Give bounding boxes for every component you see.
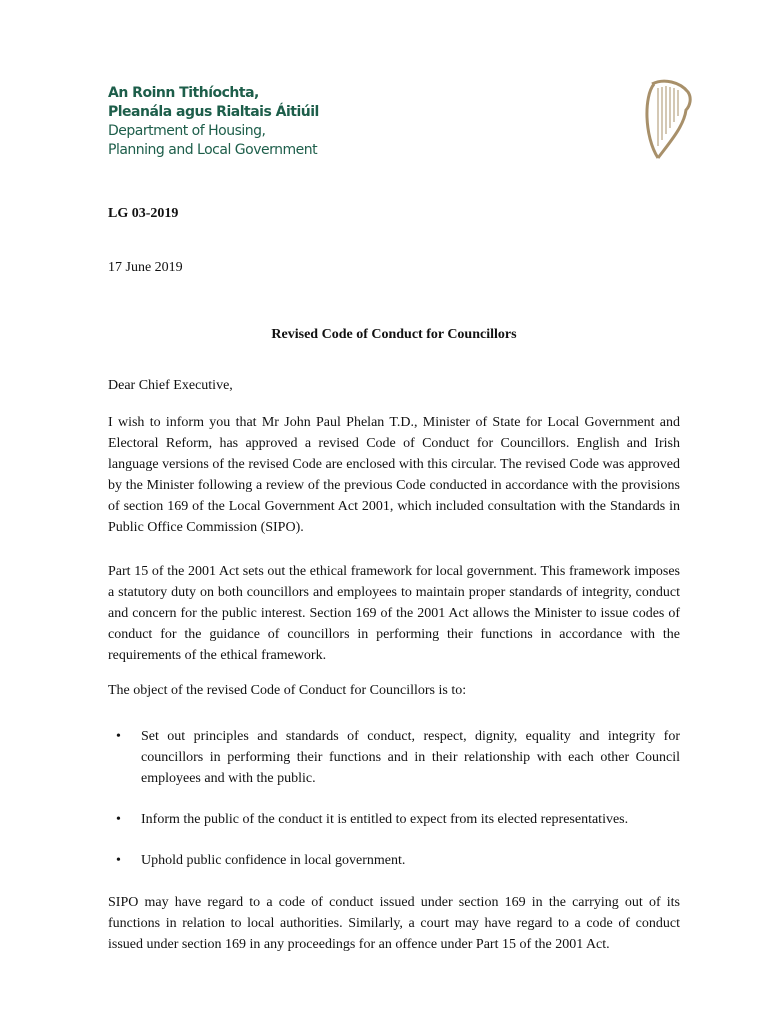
department-logo-text: [108, 84, 319, 160]
circular-reference: LG 03-2019: [108, 206, 179, 221]
paragraph: Part 15 of the 2001 Act sets out the ethical framework for local government. This framework imposes a statutory duty on both councillors and employees to maintain proper standards of integrity, conduct and concern for the public interest. Section 169 of the 2001 Act allows the Minister to issue codes of conduct for the guidance of councillors in performing their functions in accordance with the requirements of the ethical framework.: [108, 564, 680, 663]
list-item: • Set out principles and standards of conduct, respect, dignity, equality and integrity for councillors in performing their functions and in their relationship with each other Council employees and with the public.: [113, 726, 680, 789]
paragraph: SIPO may have regard to a code of conduct issued under section 169 in the carrying out of its functions in relation to local authorities. Similarly, a court may have regard to a code of conduct issued under section 169 in any proceedings for an offence under Part 15 of the 2001 Act.: [108, 895, 680, 952]
letter-title: Revised Code of Conduct for Councillors: [271, 327, 517, 342]
list-item: • Inform the public of the conduct it is entitled to expect from its elected representatives.: [113, 809, 680, 830]
harp-icon: [640, 76, 696, 162]
paragraph: The object of the revised Code of Conduct for Councillors is to:: [108, 683, 467, 698]
header-line: An Roinn Tithíochta,: [108, 85, 259, 101]
list-item: • Uphold public confidence in local government.: [113, 850, 680, 871]
letter-date: 17 June 2019: [108, 260, 183, 275]
header-line: Pleanála agus Rialtais Áitiúil: [108, 104, 319, 120]
header-line: Planning and Local Government: [108, 142, 318, 158]
objectives-list: [113, 726, 680, 871]
salutation: Dear Chief Executive,: [108, 378, 233, 393]
paragraph: I wish to inform you that Mr John Paul Phelan T.D., Minister of State for Local Government and Electoral Reform, has approved a revised Code of Conduct for Councillors. English and Irish language versions of the revised Code are enclosed with this circular. The revised Code was approved by the Minister following a review of the previous Code conducted in accordance with the provisions of section 169 of the Local Government Act 2001, which included consultation with the Standards in Public Office Commission (SIPO).: [108, 415, 680, 535]
header-line: Department of Housing,: [108, 123, 266, 139]
